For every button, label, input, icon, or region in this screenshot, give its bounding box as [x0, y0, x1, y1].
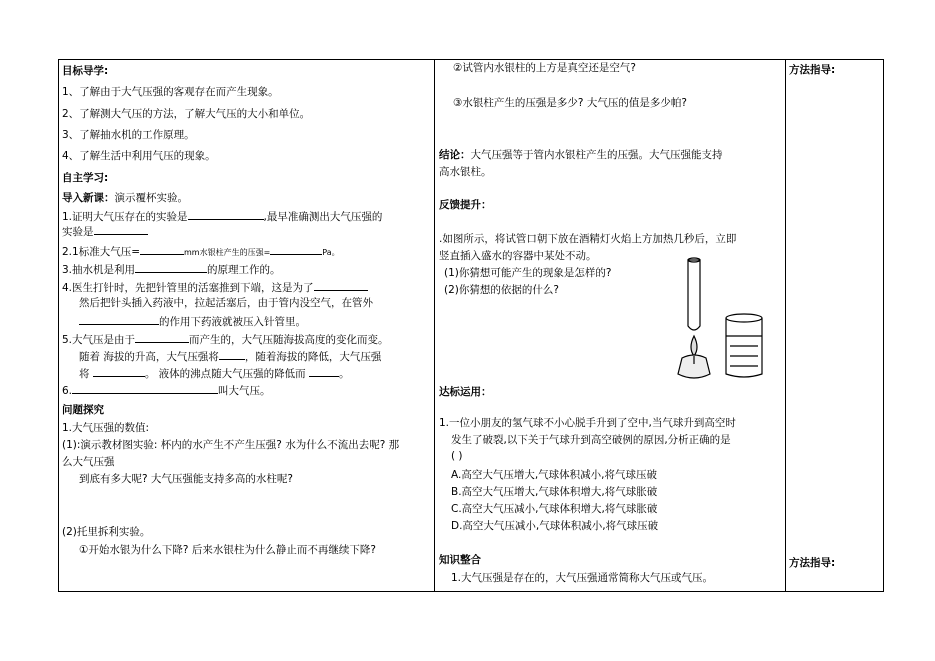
question-line: ③水银柱产生的压强是多少? 大气压的值是多少帕? [453, 97, 687, 109]
option-a: A.高空大气压增大,气球体积减小,将气球压破 [451, 469, 658, 481]
q5-blank-4[interactable] [309, 365, 339, 377]
feedback-line: (1)你猜想可能产生的现象是怎样的? [444, 267, 612, 279]
feedback-line: 竖直插入盛水的容器中某处不动。 [439, 250, 597, 262]
intro-label: 导入新课： [62, 192, 115, 204]
intro-text: 演示覆杯实验。 [114, 192, 188, 204]
option-b: B.高空大气压增大,气球体积增大,将气球胀破 [451, 486, 658, 498]
q5-blank-2[interactable] [219, 348, 245, 360]
q4-text-a: 4.医生打针时，先把针管里的活塞推到下端，这是为了 [62, 282, 314, 294]
option-d: D.高空大气压减小,气球体积减小,将气球压破 [451, 520, 659, 532]
q5-text-e: 将 [79, 368, 90, 380]
standard-line: 发生了破裂,以下关于气球升到高空破例的原因,分析正确的是 [451, 434, 731, 446]
q5-blank-3[interactable] [93, 365, 145, 377]
inquiry-heading: 问题探究 [62, 404, 104, 416]
q5-text-g: 。 [339, 368, 350, 380]
goal-item: 1、了解由于大气压强的客观存在而产生现象。 [62, 86, 279, 98]
test-tube-figure [668, 256, 768, 386]
q2-blank-1[interactable] [140, 243, 184, 255]
q2-text-c: Pa。 [322, 248, 340, 257]
q3-text-b: 的原理工作的。 [207, 264, 281, 276]
q5-text-b: 而产生的，大气压随海拔高度的变化而变。 [189, 334, 389, 346]
standard-line: 1.一位小朋友的氢气球不小心脱手升到了空中,当气球升到高空时 [439, 417, 736, 429]
q5-text-c: 随着 海拔的升高，大气压强将 [79, 351, 219, 363]
option-c: C.高空大气压减小,气球体积增大,将气球胀破 [451, 503, 658, 515]
inquiry-line: 到底有多大呢? 大气压强能支持多高的水柱呢? [79, 473, 293, 485]
goal-item: 2、了解测大气压的方法，了解大气压的大小和单位。 [62, 108, 311, 120]
q4-text-c: 的作用下药液就被压入针管里。 [159, 316, 306, 328]
conclusion-label: 结论： [439, 149, 471, 161]
q6-text-a: 6. [62, 385, 73, 397]
standard-heading: 达标运用： [439, 386, 492, 398]
q2-blank-2[interactable] [270, 243, 322, 255]
column-divider-2 [785, 60, 786, 591]
q5-blank-1[interactable] [135, 331, 189, 343]
q6-text-b: 叫大气压。 [218, 385, 271, 397]
inquiry-line: (2)托里拆利实验。 [62, 526, 151, 538]
q5-text-f: 。 液体的沸点随大气压强的降低而 [144, 368, 306, 380]
method-guide-label: 方法指导: [789, 557, 836, 569]
q4-blank-2[interactable] [79, 313, 159, 325]
feedback-line: .如图所示，将试管口朝下放在酒精灯火焰上方加热几秒后，立即 [439, 233, 737, 245]
goal-item: 4、了解生活中利用气压的现象。 [62, 150, 216, 162]
q4-text-b: 然后把针头插入药液中，拉起活塞后，由于管内没空气，在管外 [79, 297, 373, 309]
column-divider-1 [434, 60, 435, 591]
inquiry-line: 1.大气压强的数值: [62, 422, 150, 434]
inquiry-line: (1):演示教材图实验: 杯内的水产生不产生压强? 水为什么不流出去呢? 那 [62, 439, 400, 451]
feedback-heading: 反馈提升： [439, 199, 492, 211]
q1-text-b: ,最早准确测出大气压强的 [263, 211, 383, 223]
goal-item: 3、了解抽水机的工作原理。 [62, 129, 195, 141]
method-guide-label: 方法指导: [789, 64, 836, 76]
answer-blank: ( ) [451, 450, 463, 462]
feedback-line: (2)你猜想的依据的什么? [444, 284, 559, 296]
q1-text-c: 实验是 [62, 226, 94, 238]
goals-heading: 目标导学: [62, 65, 109, 77]
self-study-heading: 自主学习: [62, 172, 109, 184]
q3-text-a: 3.抽水机是利用 [62, 264, 136, 276]
conclusion-text: 大气压强等于管内水银柱产生的压强。大气压强能支持 [470, 149, 723, 161]
inquiry-line: 么大气压强 [62, 456, 115, 468]
q1-blank-2[interactable] [94, 223, 148, 235]
knowledge-heading: 知识整合 [439, 554, 481, 566]
q6-blank[interactable] [72, 382, 218, 394]
question-line: ②试管内水银柱的上方是真空还是空气? [453, 62, 636, 74]
knowledge-line: 1.大气压强是存在的，大气压强通常简称大气压或气压。 [451, 572, 714, 584]
q1-text-a: 1.证明大气压存在的实验是 [62, 211, 188, 223]
q5-text-a: 5.大气压是由于 [62, 334, 136, 346]
q5-text-d: ，随着海拔的降低，大气压强 [244, 351, 382, 363]
conclusion-text-2: 高水银柱。 [439, 166, 492, 178]
inquiry-line: ①开始水银为什么下降? 后来水银柱为什么静止而不再继续下降? [79, 544, 376, 556]
q2-text-a: 2.1标准大气压= [62, 246, 140, 258]
q3-blank[interactable] [135, 261, 207, 273]
q4-blank-1[interactable] [314, 279, 368, 291]
q1-blank-1[interactable] [188, 208, 264, 220]
q2-text-b: mm水银柱产生的压强= [184, 248, 271, 257]
